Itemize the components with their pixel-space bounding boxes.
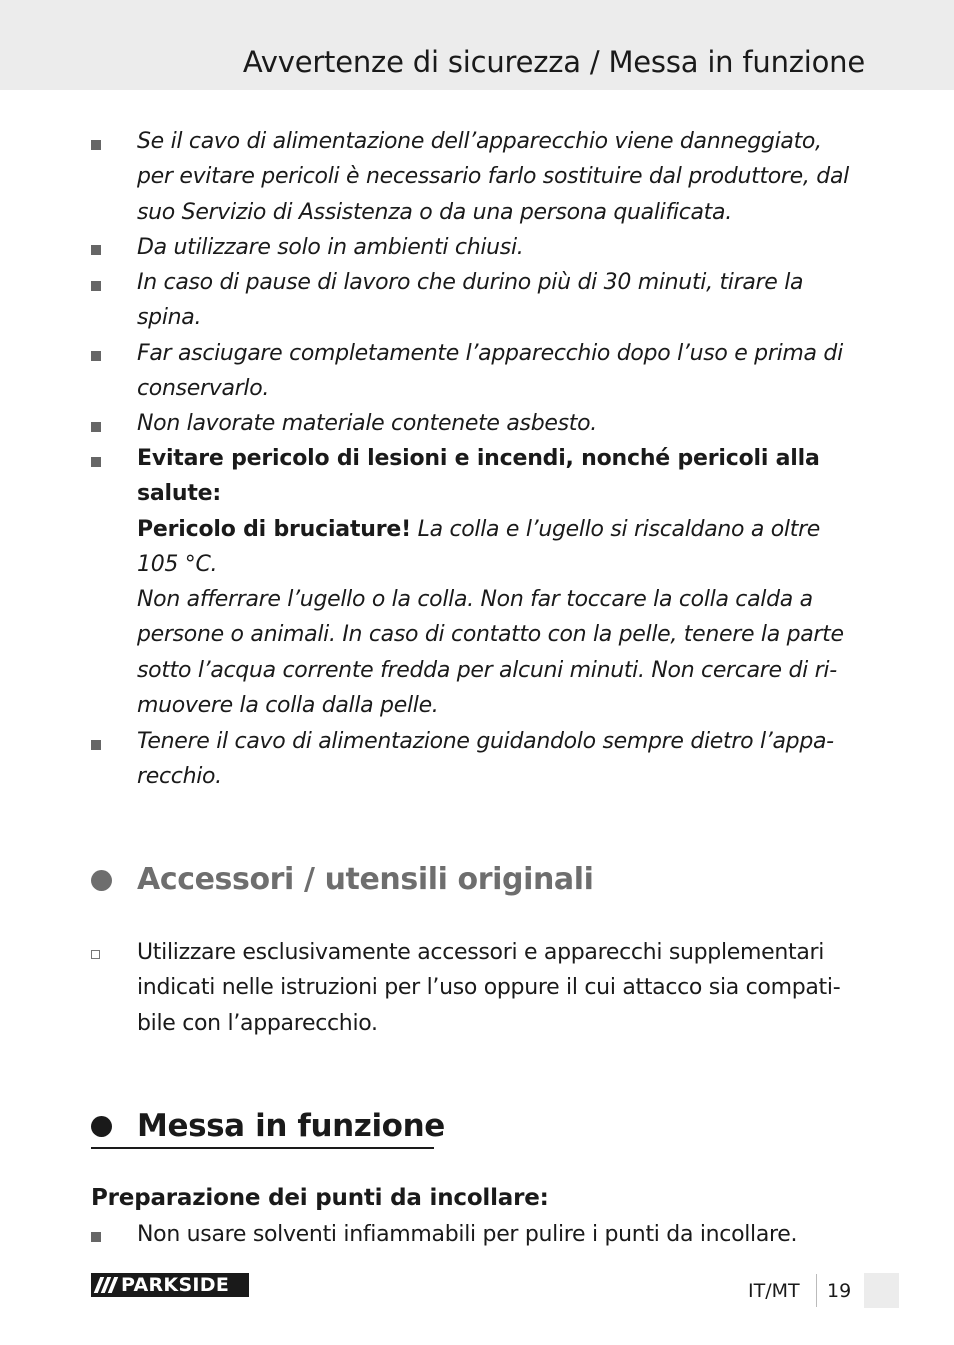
- subheading-preparation: Preparazione dei punti da incollare:: [91, 1185, 549, 1211]
- bullet-icon: [91, 351, 101, 361]
- footer-tab-marker: [864, 1273, 899, 1308]
- bullet-icon: [91, 457, 101, 467]
- accessories-item: Utilizzare esclusivamente accessori e apparecchi supplementari indicati nelle istruzioni per l’uso oppure il cui attacco sia compatibile con l’apparecchio.: [137, 940, 841, 1036]
- section-dot-icon: [91, 1116, 112, 1137]
- bullet-icon: [91, 1232, 101, 1242]
- burn-warning: [137, 512, 863, 583]
- section-underline: [91, 1147, 434, 1149]
- page-header-title: Avvertenze di sicurezza / Messa in funzione: [242, 45, 865, 79]
- safety-item-1: Se il cavo di alimentazione dell’apparecchio viene danneggiato, per evitare pericoli è necessario farlo sostituire dal produttore, dal suo Servizio di Assistenza o da una persona qualificata.: [137, 129, 849, 225]
- preparation-item: Non usare solventi infiammabili per pulire i punti da incollare.: [137, 1222, 798, 1247]
- logo-text: PARKSIDE: [121, 1274, 230, 1296]
- section-title-accessories: Accessori / utensili originali: [137, 862, 594, 897]
- safety-item-7: Tenere il cavo di alimentazione guidandolo sempre dietro l’apparecchio.: [137, 729, 835, 790]
- section-title-start: Messa in funzione: [137, 1108, 445, 1144]
- bullet-icon: [91, 740, 101, 750]
- bullet-icon: [91, 422, 101, 432]
- burn-warning-text: La colla e l’ugello si riscaldano a oltre 105 °C.: [137, 516, 821, 577]
- burn-warning-lead: Pericolo di bruciature!: [137, 516, 411, 542]
- footer-divider: [816, 1274, 817, 1307]
- safety-item-5: Non lavorate materiale contenete asbesto.: [137, 411, 597, 436]
- bullet-icon: [91, 281, 101, 291]
- bullet-icon: [91, 245, 101, 255]
- safety-item-3: In caso di pause di lavoro che durino più di 30 minuti, tirare la spina.: [137, 270, 804, 331]
- open-square-bullet-icon: [91, 950, 100, 959]
- safety-item-6: [137, 441, 863, 723]
- page-number: 19: [827, 1280, 852, 1302]
- danger-heading: Evitare pericolo di lesioni e incendi, nonché pericoli alla salute:: [137, 446, 820, 507]
- burn-warning-extra: Non afferrare l’ugello o la colla. Non far toccare la colla calda a persone o animali. In caso di contatto con la pelle, tenere la parte sotto l’acqua corrente fredda per alcuni minuti. Non cercare di rimuovere la colla dalla pelle.: [137, 587, 844, 719]
- logo-stripes-icon: [91, 1273, 121, 1297]
- safety-item-2: Da utilizzare solo in ambienti chiusi.: [137, 235, 524, 260]
- section-dot-icon: [91, 870, 112, 891]
- safety-item-4: Far asciugare completamente l’apparecchio dopo l’uso e prima di conservarlo.: [137, 341, 843, 402]
- footer-language: IT/MT: [748, 1280, 800, 1302]
- parkside-logo: [91, 1273, 249, 1297]
- bullet-icon: [91, 140, 101, 150]
